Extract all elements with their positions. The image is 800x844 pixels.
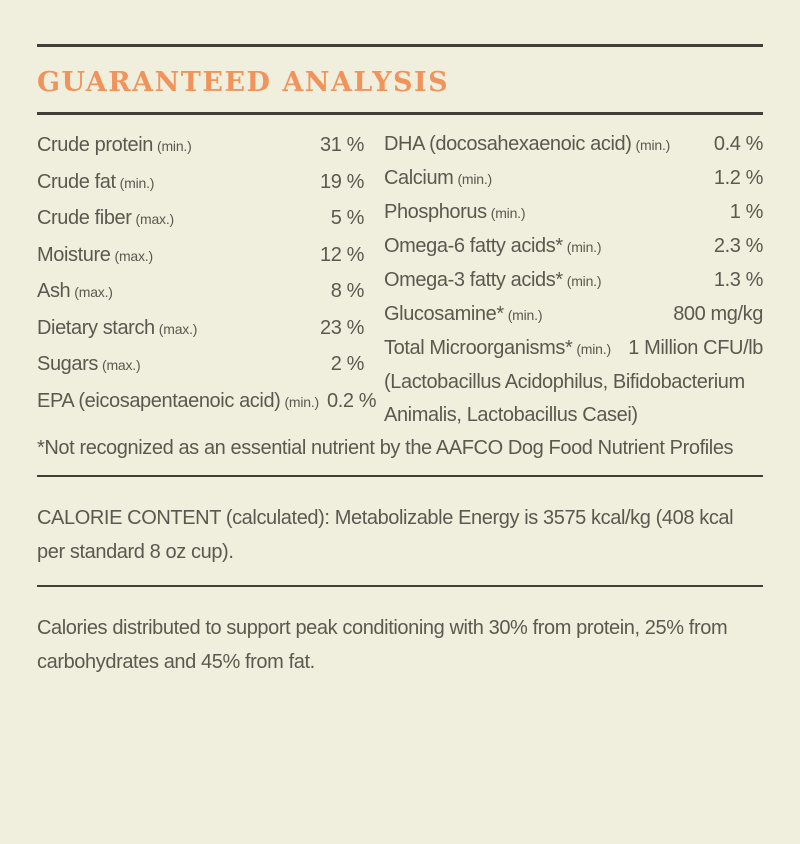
nutrient-value: 23 % xyxy=(320,316,364,339)
nutrient-qualifier: (max.) xyxy=(135,211,175,227)
nutrition-label xyxy=(0,44,800,679)
nutrient-value: 19 % xyxy=(320,170,364,193)
nutrient-value: 5 % xyxy=(330,207,364,229)
table-row xyxy=(384,298,763,332)
table-row xyxy=(37,274,364,311)
table-row xyxy=(37,311,364,348)
nutrient-value: 31 % xyxy=(320,134,364,156)
nutrient-qualifier: (max.) xyxy=(158,320,198,337)
nutrient-label: Dietary starch xyxy=(37,316,155,339)
nutrient-qualifier: (min.) xyxy=(635,137,671,153)
aafco-footnote: *Not recognized as an essential nutrient by the AAFCO Dog Food Nutrient Profiles xyxy=(37,437,734,459)
table-row xyxy=(384,162,763,196)
nutrient-label: Total Microorganisms* xyxy=(384,337,573,359)
microorganisms-detail: (Lactobacillus Acidophilus, Bifidobacterium Animalis, Lactobacillus Casei) xyxy=(384,371,745,426)
nutrient-value: 2.3 % xyxy=(713,235,763,257)
nutrient-value: 1.2 % xyxy=(713,167,763,189)
footnote-divider xyxy=(37,475,763,477)
analysis-column-right xyxy=(384,128,763,432)
table-row xyxy=(384,230,763,264)
nutrient-qualifier: (max.) xyxy=(74,284,113,300)
title-divider xyxy=(37,112,763,115)
nutrient-qualifier: (min.) xyxy=(490,205,526,221)
nutrient-label: Crude fiber xyxy=(37,207,132,229)
nutrient-qualifier: (max.) xyxy=(114,247,153,264)
nutrient-label: Omega-3 fatty acids* xyxy=(384,269,563,291)
nutrient-label: Ash xyxy=(37,280,71,302)
table-row xyxy=(37,165,364,202)
page-title: GUARANTEED ANALYSIS xyxy=(37,67,450,98)
nutrient-label: Omega-6 fatty acids* xyxy=(384,235,563,257)
table-row xyxy=(384,196,763,230)
analysis-table xyxy=(37,128,763,432)
nutrient-value: 800 mg/kg xyxy=(673,303,763,325)
nutrient-label: EPA (eicosapentaenoic acid) xyxy=(37,389,281,412)
table-row xyxy=(384,128,763,162)
nutrient-label: Sugars xyxy=(37,353,98,375)
nutrient-label: Moisture xyxy=(37,243,111,266)
nutrient-value: 12 % xyxy=(320,243,364,266)
nutrient-value: 1.3 % xyxy=(713,269,763,291)
nutrient-qualifier: (min.) xyxy=(576,341,611,357)
nutrient-label: Glucosamine* xyxy=(384,303,504,325)
top-divider xyxy=(37,44,763,47)
table-row xyxy=(37,347,364,384)
table-row xyxy=(37,201,364,238)
table-row xyxy=(384,332,763,366)
nutrient-label: Crude fat xyxy=(37,170,116,193)
nutrient-qualifier: (min.) xyxy=(566,273,602,289)
nutrient-qualifier: (min.) xyxy=(507,307,543,323)
nutrient-value: 1 Million CFU/lb xyxy=(628,337,763,359)
nutrient-label: Crude protein xyxy=(37,134,153,156)
table-row xyxy=(37,128,364,165)
nutrient-label: Phosphorus xyxy=(384,201,487,223)
nutrient-value: 0.2 % xyxy=(327,389,377,412)
nutrient-value: 8 % xyxy=(330,280,364,302)
analysis-column-left xyxy=(37,128,377,432)
nutrient-label: DHA (docosahexaenoic acid) xyxy=(384,133,632,155)
nutrient-value: 2 % xyxy=(330,353,364,375)
nutrient-qualifier: (min.) xyxy=(457,171,493,187)
nutrient-qualifier: (min.) xyxy=(566,239,602,255)
calorie-distribution-text: Calories distributed to support peak conditioning with 30% from protein, 25% from carbohydrates and 45% from fat. xyxy=(37,617,728,673)
table-row xyxy=(37,238,364,275)
nutrient-qualifier: (min.) xyxy=(119,174,155,191)
nutrient-value: 1 % xyxy=(729,201,763,223)
nutrient-qualifier: (min.) xyxy=(156,138,192,154)
nutrient-qualifier: (max.) xyxy=(101,357,141,373)
calorie-divider xyxy=(37,585,763,587)
table-row xyxy=(37,384,377,421)
nutrient-qualifier: (min.) xyxy=(284,393,320,410)
nutrient-value: 0.4 % xyxy=(713,133,763,155)
table-row xyxy=(384,264,763,298)
nutrient-label: Calcium xyxy=(384,167,454,189)
calorie-content-text: CALORIE CONTENT (calculated): Metabolizable Energy is 3575 kcal/kg (408 kcal per standard 8 oz cup). xyxy=(37,507,734,563)
